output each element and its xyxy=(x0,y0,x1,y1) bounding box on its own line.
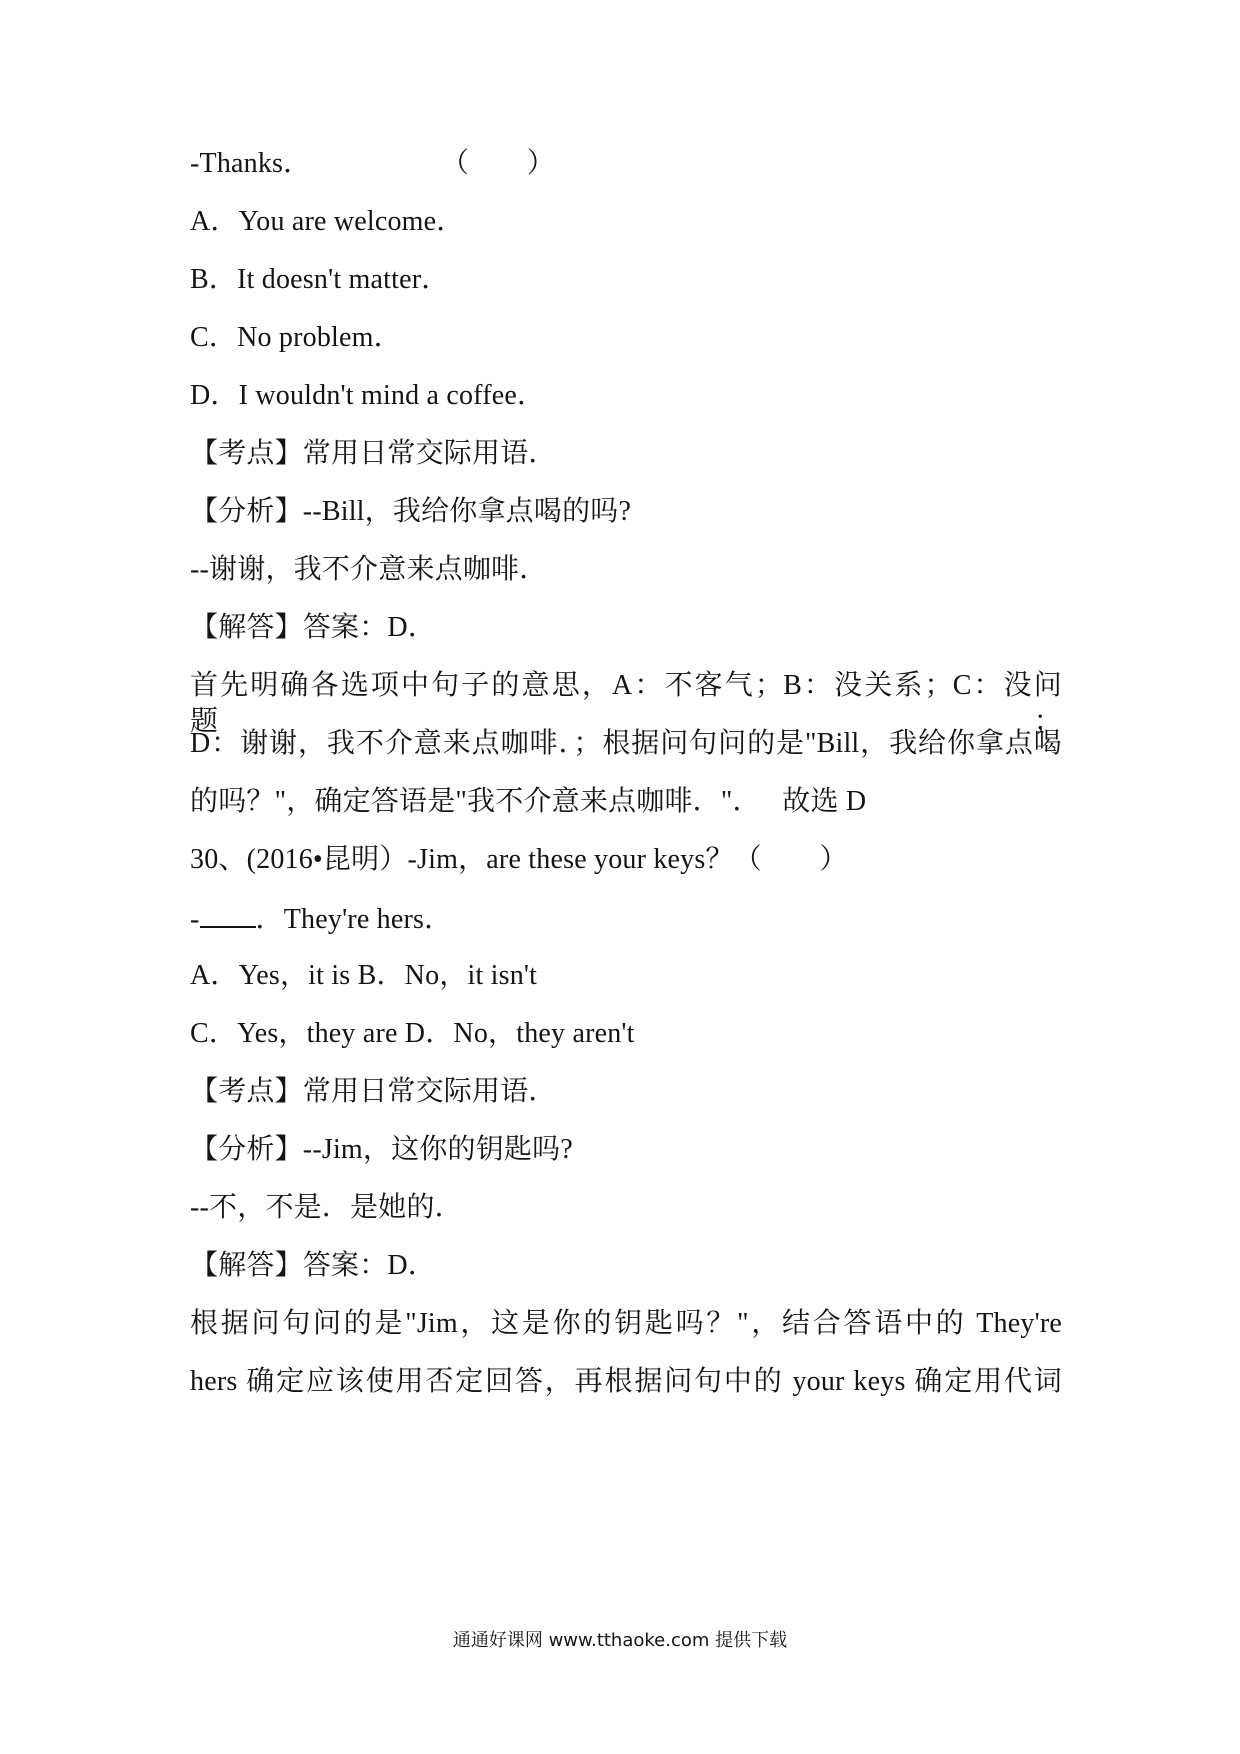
analysis-reply: --谢谢，我不介意来点咖啡． xyxy=(190,554,548,585)
options-cd: C．Yes，they are D．No，they aren't xyxy=(190,1018,635,1049)
question-30: 30、(2016•昆明）-Jim，are these your keys？（ ） xyxy=(190,844,848,875)
option-d: D．I wouldn't mind a coffee． xyxy=(190,380,546,411)
page-footer: 通通好课网 www.tthaoke.com 提供下载 xyxy=(452,1630,788,1651)
blank-suffix: ． xyxy=(255,904,284,935)
jieda-label-2: 【解答】答案：D． xyxy=(190,1250,437,1281)
explanation-line-1: 首先明确各选项中句子的意思，A：不客气；B：没关系；C：没问题； xyxy=(190,670,1062,737)
fenxi-label-2: 【分析】--Jim，这你的钥匙吗? xyxy=(190,1134,573,1165)
blank-prefix: - xyxy=(190,904,200,935)
explanation2-line-2: hers 确定应该使用否定回答，再根据问句中的 your keys 确定用代词 xyxy=(190,1366,1062,1397)
explanation-line-3: 的吗？"，确定答语是"我不介意来点咖啡．"． 故选 D xyxy=(190,786,867,817)
blank-line-text: They're hers． xyxy=(283,904,453,935)
option-b: B．It doesn't matter． xyxy=(190,264,450,295)
explanation-line-2: D：谢谢，我不介意来点咖啡．；根据问句问的是"Bill，我给你拿点喝 xyxy=(190,728,1062,759)
explanation2-line-1: 根据问句问的是"Jim，这是你的钥匙吗？"，结合答语中的 They're xyxy=(190,1308,1062,1339)
kaodian-label-2: 【考点】常用日常交际用语． xyxy=(190,1076,557,1107)
fenxi-label: 【分析】--Bill，我给你拿点喝的吗? xyxy=(190,496,632,527)
text-line-thanks: -Thanks． （ ） xyxy=(190,148,555,179)
kaodian-label: 【考点】常用日常交际用语． xyxy=(190,438,557,469)
answer-blank-line xyxy=(190,900,452,938)
option-c: C．No problem． xyxy=(190,322,402,353)
options-ab: A．Yes，it is B．No，it isn't xyxy=(190,960,538,991)
answer-blank xyxy=(200,900,256,928)
jieda-label: 【解答】答案：D． xyxy=(190,612,437,643)
analysis-reply-2: --不，不是．是她的． xyxy=(190,1192,463,1223)
option-a: A．You are welcome． xyxy=(190,206,465,237)
